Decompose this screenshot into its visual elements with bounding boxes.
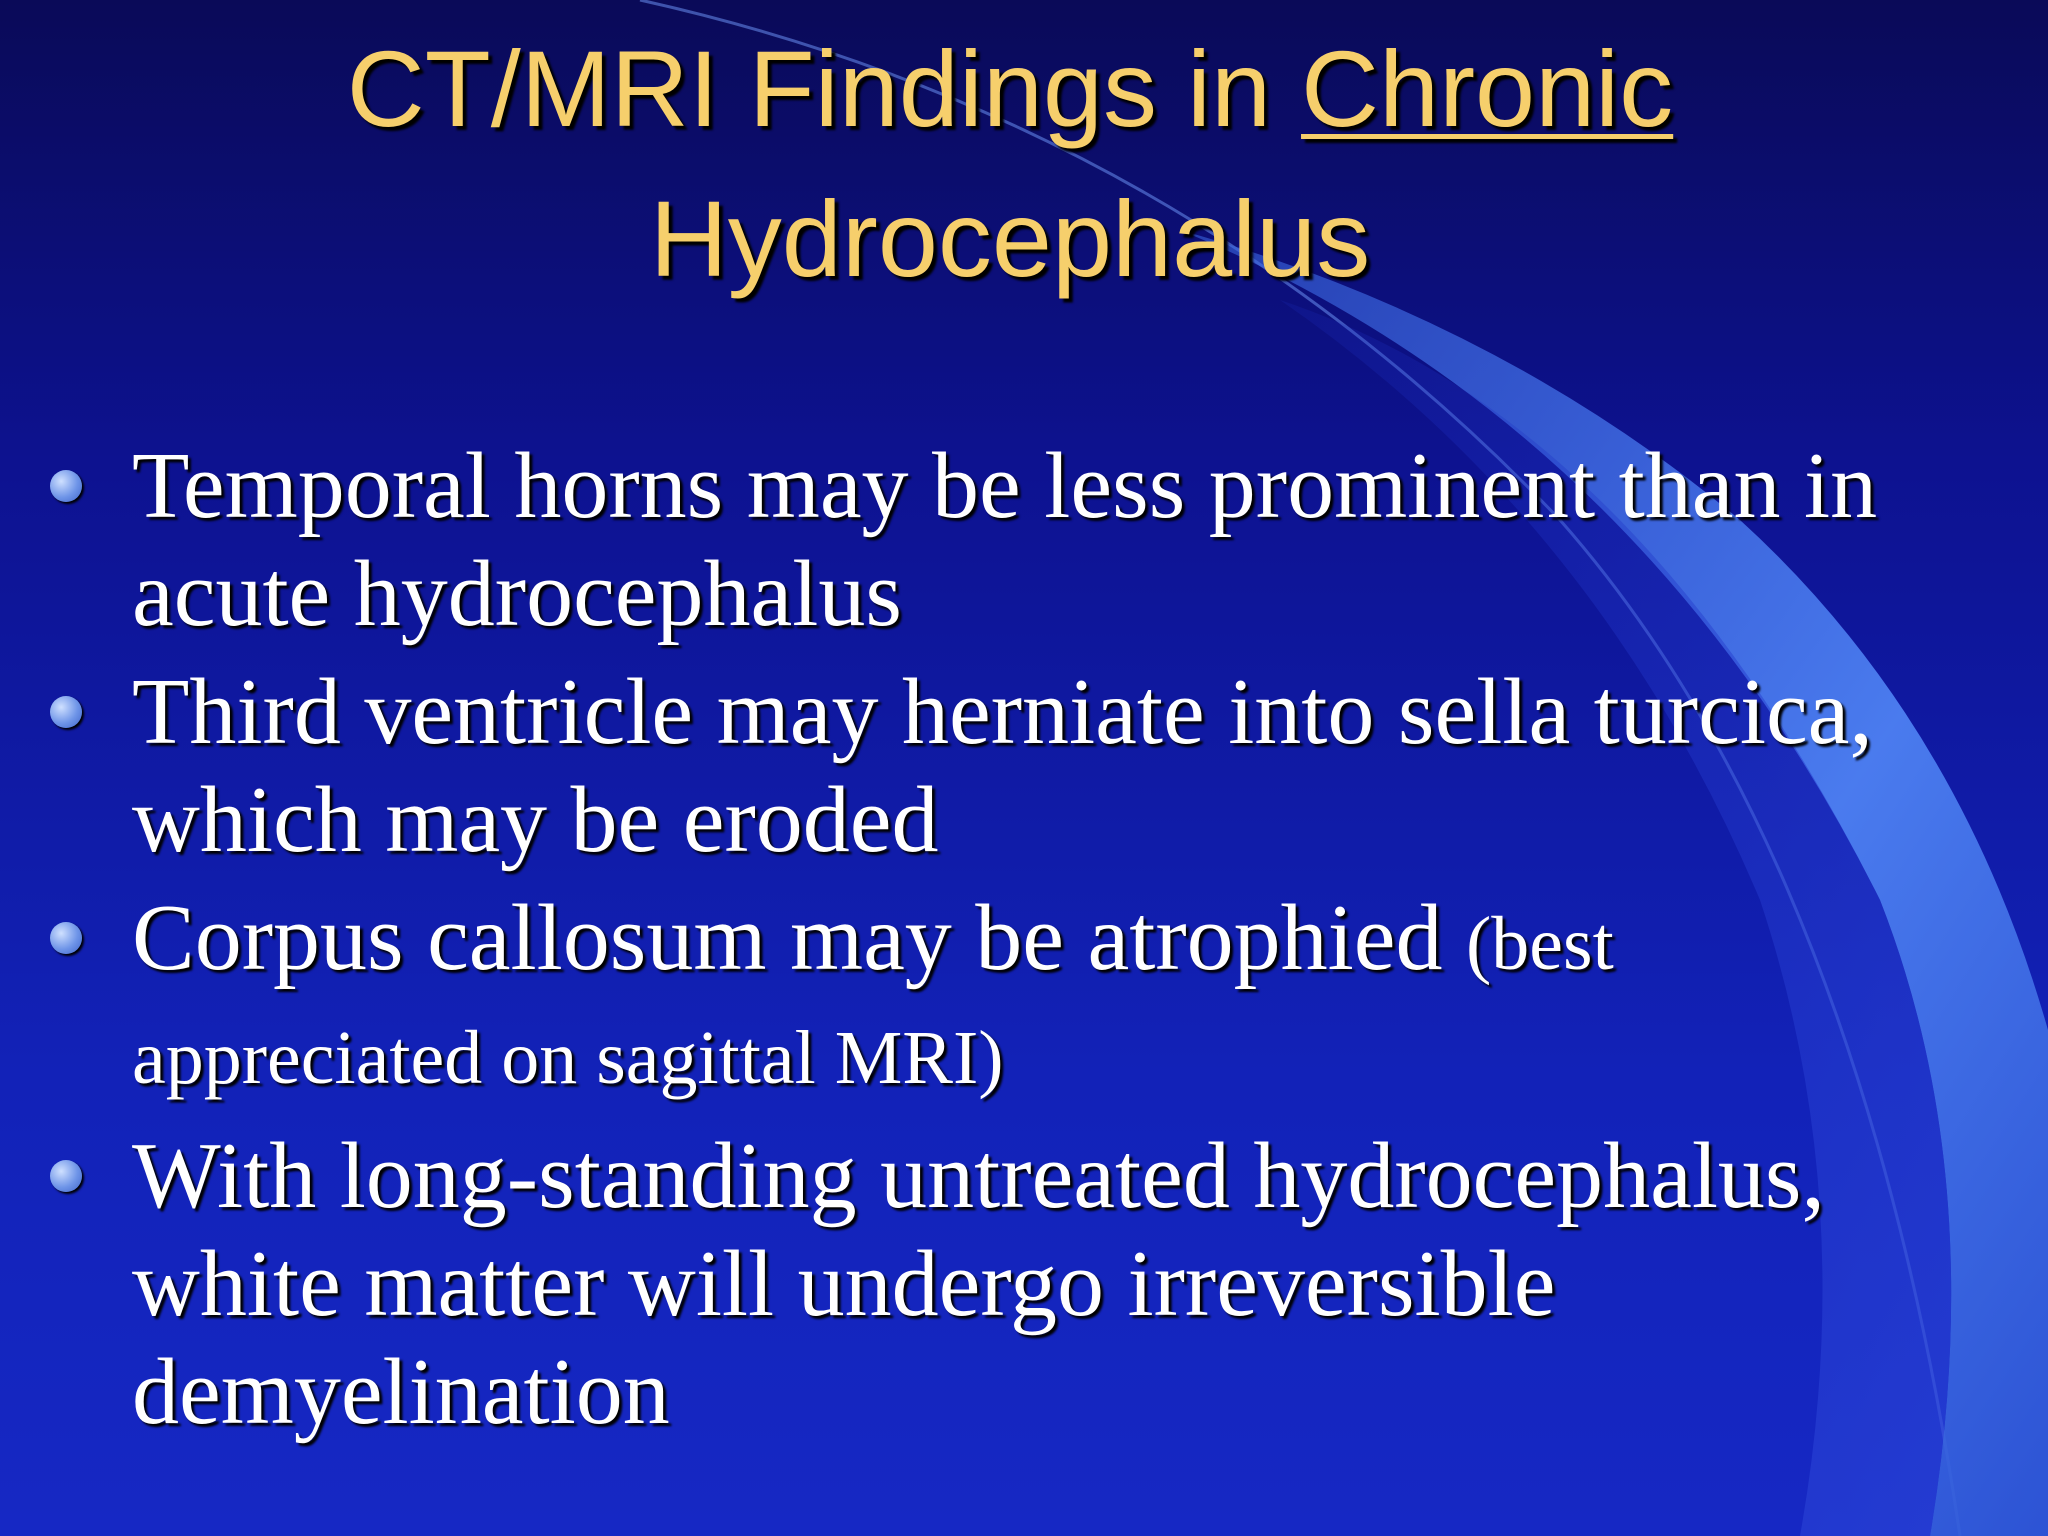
bullet-text: Third ventricle may herniate into sella turcica, which may be eroded [132,660,1873,872]
bullet-dot-icon [50,1160,82,1192]
bullet-item [0,658,1960,874]
slide-title [0,14,2020,314]
bullet-item [0,884,1960,1112]
bullet-note: (best appreciated on sagittal MRI) [132,902,1614,1100]
title-line2-text: Hydrocephalus [649,178,1371,299]
bullet-item [0,432,1960,648]
title-underlined-word: Chronic [1301,28,1674,149]
bullet-dot-icon [50,696,82,728]
bullet-list [0,432,1960,1456]
bullet-dot-icon [50,922,82,954]
bullet-text: Temporal horns may be less prominent than in acute hydrocephalus [132,434,1878,646]
bullet-item [0,1122,1960,1446]
bullet-dot-icon [50,470,82,502]
title-line1-text: CT/MRI Findings in [346,28,1302,149]
bullet-text: Corpus callosum may be atrophied [132,886,1466,990]
bullet-text: With long-standing untreated hydrocephalus, white matter will undergo irreversible demyelination [132,1124,1826,1444]
